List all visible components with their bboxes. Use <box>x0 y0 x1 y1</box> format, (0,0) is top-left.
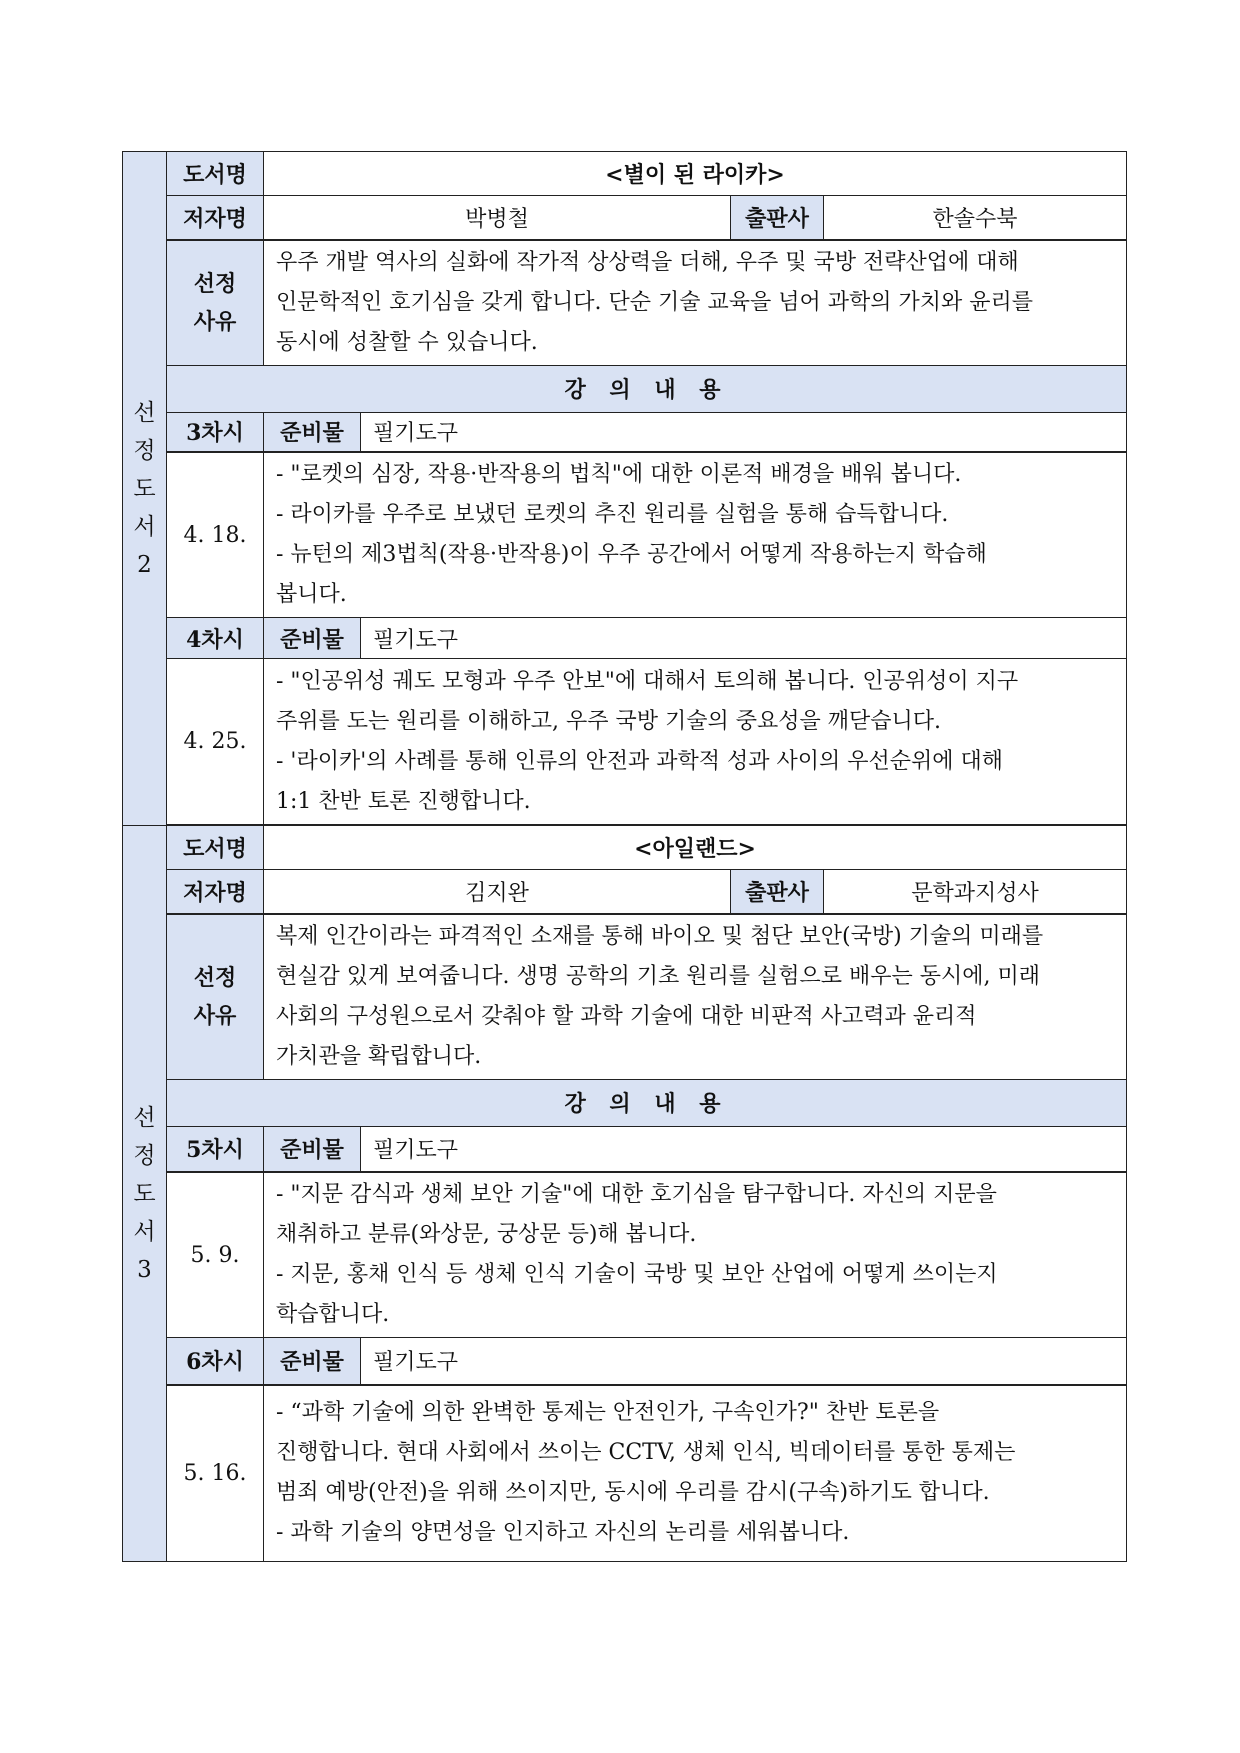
book-author: 박병철 <box>264 196 731 240</box>
session-date: 5. 16. <box>167 1385 264 1562</box>
session-content: - “과학 기술에 의한 완벽한 통제는 안전인가, 구속인가?" 찬반 토론을 진행합니다. 현대 사회에서 쓰이는 CCTV, 생체 인식, 빅데이터를 통한 통제는 범죄 예방(안전)을 위해 쓰이지만, 동시에 우리를 감시(구속)하기도 합니다. - 과학 기술의 양면성을 인지하고 자신의 논리를 세워봅니다. <box>264 1385 1127 1562</box>
prep-label: 준비물 <box>264 1126 361 1172</box>
lecture-header: 강 의 내 용 <box>167 365 1127 412</box>
book-title-row <box>123 152 1127 196</box>
prep-value: 필기도구 <box>361 412 1127 452</box>
session-content-row <box>123 452 1127 618</box>
book-publisher: 한솔수북 <box>824 196 1127 240</box>
book-title-row <box>123 826 1127 870</box>
title-label: 도서명 <box>167 152 264 196</box>
session-row <box>123 412 1127 452</box>
session-number: 5차시 <box>167 1126 264 1172</box>
curriculum-table <box>122 151 1127 1562</box>
session-content: - "지문 감식과 생체 보안 기술"에 대한 호기심을 탐구합니다. 자신의 지문을 채취하고 분류(와상문, 궁상문 등)해 봅니다. - 지문, 홍채 인식 등 생체 인식 기술이 국방 및 보안 산업에 어떻게 쓰이는지 학습합니다. <box>264 1172 1127 1338</box>
prep-value: 필기도구 <box>361 1338 1127 1385</box>
session-number: 3차시 <box>167 412 264 452</box>
prep-value: 필기도구 <box>361 1126 1127 1172</box>
session-content-row <box>123 1385 1127 1562</box>
author-label: 저자명 <box>167 870 264 914</box>
session-date: 4. 18. <box>167 452 264 618</box>
book-reason: 복제 인간이라는 파격적인 소재를 통해 바이오 및 첨단 보안(국방) 기술의 미래를 현실감 있게 보여줍니다. 생명 공학의 기초 원리를 실험으로 배우는 동시에, 미래 사회의 구성원으로서 갖춰야 할 과학 기술에 대한 비판적 사고력과 윤리적 가치관을 확립합니다. <box>264 914 1127 1080</box>
publisher-label: 출판사 <box>731 196 824 240</box>
prep-label: 준비물 <box>264 618 361 659</box>
publisher-label: 출판사 <box>731 870 824 914</box>
session-row <box>123 1338 1127 1385</box>
book-author-row <box>123 196 1127 240</box>
lecture-header: 강 의 내 용 <box>167 1079 1127 1126</box>
book-author-row <box>123 870 1127 914</box>
prep-value: 필기도구 <box>361 618 1127 659</box>
lecture-header-row <box>123 1079 1127 1126</box>
book-author: 김지완 <box>264 870 731 914</box>
reason-label: 선정 사유 <box>167 914 264 1080</box>
book-title: <별이 된 라이카> <box>264 152 1127 196</box>
title-label: 도서명 <box>167 826 264 870</box>
session-number: 4차시 <box>167 618 264 659</box>
book-reason: 우주 개발 역사의 실화에 작가적 상상력을 더해, 우주 및 국방 전략산업에 대해 인문학적인 호기심을 갖게 합니다. 단순 기술 교육을 넘어 과학의 가치와 윤리를 동시에 성찰할 수 있습니다. <box>264 240 1127 366</box>
session-content-row <box>123 1172 1127 1338</box>
book-side-label: 선 정 도 서 2 <box>123 152 167 826</box>
session-content-row <box>123 659 1127 825</box>
author-label: 저자명 <box>167 196 264 240</box>
book-side-label: 선 정 도 서 3 <box>123 826 167 1562</box>
session-number: 6차시 <box>167 1338 264 1385</box>
session-date: 5. 9. <box>167 1172 264 1338</box>
book-title: <아일랜드> <box>264 826 1127 870</box>
lecture-header-row <box>123 365 1127 412</box>
reason-label: 선정 사유 <box>167 240 264 366</box>
book-reason-row <box>123 914 1127 1080</box>
prep-label: 준비물 <box>264 412 361 452</box>
session-content: - "인공위성 궤도 모형과 우주 안보"에 대해서 토의해 봅니다. 인공위성이 지구 주위를 도는 원리를 이해하고, 우주 국방 기술의 중요성을 깨닫습니다. - '라이카'의 사례를 통해 인류의 안전과 과학적 성과 사이의 우선순위에 대해 1:1 찬반 토론 진행합니다. <box>264 659 1127 825</box>
prep-label: 준비물 <box>264 1338 361 1385</box>
session-row <box>123 618 1127 659</box>
session-date: 4. 25. <box>167 659 264 825</box>
book-reason-row <box>123 240 1127 366</box>
session-content: - "로켓의 심장, 작용·반작용의 법칙"에 대한 이론적 배경을 배워 봅니다. - 라이카를 우주로 보냈던 로켓의 추진 원리를 실험을 통해 습득합니다. - 뉴턴의 제3법칙(작용·반작용)이 우주 공간에서 어떻게 작용하는지 학습해 봅니다. <box>264 452 1127 618</box>
book-publisher: 문학과지성사 <box>824 870 1127 914</box>
session-row <box>123 1126 1127 1172</box>
